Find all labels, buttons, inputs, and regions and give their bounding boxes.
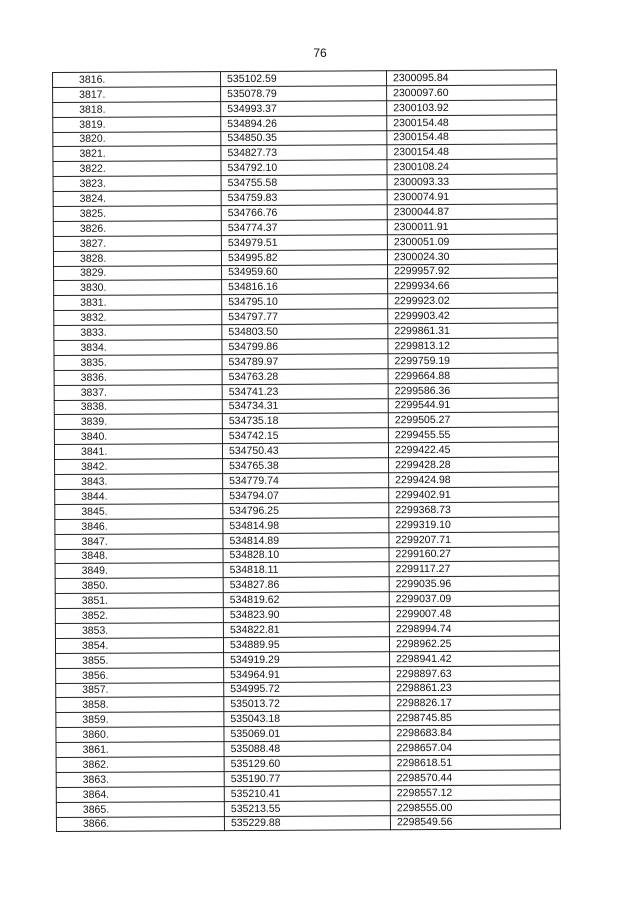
point-number-cell: 3823. <box>53 176 221 192</box>
point-number-cell: 3831. <box>54 295 222 311</box>
x-coordinate-cell: 534755.58 <box>221 175 387 191</box>
point-number-cell: 3852. <box>55 608 223 624</box>
x-coordinate-cell: 534794.07 <box>223 488 389 504</box>
y-coordinate-cell: 2299207.71 <box>389 531 559 547</box>
y-coordinate-cell: 2299934.66 <box>388 278 558 294</box>
y-coordinate-cell: 2298683.84 <box>390 725 560 741</box>
point-number-cell: 3837. <box>54 384 222 400</box>
point-number-cell: 3816. <box>53 72 221 88</box>
point-number-cell: 3849. <box>55 563 223 579</box>
x-coordinate-cell: 534741.23 <box>222 383 388 399</box>
y-coordinate-cell: 2299368.73 <box>389 502 559 518</box>
x-coordinate-cell: 535190.77 <box>224 771 390 787</box>
y-coordinate-cell: 2299035.96 <box>389 576 559 592</box>
x-coordinate-cell: 534814.98 <box>223 517 389 533</box>
page-number: 76 <box>313 46 327 60</box>
x-coordinate-cell: 534792.10 <box>221 160 387 176</box>
x-coordinate-cell: 534814.89 <box>223 532 389 548</box>
y-coordinate-cell: 2299422.45 <box>388 442 558 458</box>
x-coordinate-cell: 534894.26 <box>221 115 387 131</box>
x-coordinate-cell: 534803.50 <box>222 324 388 340</box>
x-coordinate-cell: 534774.37 <box>221 220 387 236</box>
point-number-cell: 3832. <box>54 310 222 326</box>
x-coordinate-cell: 534789.97 <box>222 354 388 370</box>
point-number-cell: 3835. <box>54 355 222 371</box>
x-coordinate-cell: 534959.60 <box>222 264 388 280</box>
x-coordinate-cell: 535043.18 <box>224 711 390 727</box>
point-number-cell: 3834. <box>54 340 222 356</box>
point-number-cell: 3864. <box>56 786 224 802</box>
point-number-cell: 3845. <box>55 503 223 519</box>
x-coordinate-cell: 534889.95 <box>223 637 389 653</box>
x-coordinate-cell: 534828.10 <box>223 547 389 563</box>
x-coordinate-cell: 534750.43 <box>222 443 388 459</box>
point-number-cell: 3846. <box>55 518 223 534</box>
x-coordinate-cell: 535088.48 <box>224 741 390 757</box>
x-coordinate-cell: 535129.60 <box>224 756 390 772</box>
x-coordinate-cell: 534919.29 <box>224 651 390 667</box>
y-coordinate-cell: 2299664.88 <box>388 368 558 384</box>
y-coordinate-cell: 2300154.48 <box>387 144 557 160</box>
x-coordinate-cell: 534995.72 <box>224 681 390 697</box>
point-number-cell: 3844. <box>55 489 223 505</box>
y-coordinate-cell: 2299505.27 <box>388 412 558 428</box>
y-coordinate-cell: 2298745.85 <box>390 710 560 726</box>
x-coordinate-cell: 534766.76 <box>221 205 387 221</box>
point-number-cell: 3821. <box>53 146 221 162</box>
x-coordinate-cell: 534850.35 <box>221 130 387 146</box>
point-number-cell: 3854. <box>55 637 223 653</box>
y-coordinate-cell: 2300044.87 <box>387 204 557 220</box>
y-coordinate-cell: 2299319.10 <box>389 517 559 533</box>
y-coordinate-cell: 2299455.55 <box>388 427 558 443</box>
point-number-cell: 3853. <box>55 623 223 639</box>
x-coordinate-cell: 534823.90 <box>223 607 389 623</box>
x-coordinate-cell: 534795.10 <box>222 294 388 310</box>
y-coordinate-cell: 2299160.27 <box>389 546 559 562</box>
point-number-cell: 3865. <box>56 801 224 817</box>
point-number-cell: 3829. <box>54 265 222 281</box>
y-coordinate-cell: 2299424.98 <box>389 472 559 488</box>
point-number-cell: 3859. <box>56 712 224 728</box>
coordinates-table-body <box>53 70 561 832</box>
x-coordinate-cell: 534819.62 <box>223 592 389 608</box>
x-coordinate-cell: 534964.91 <box>224 666 390 682</box>
x-coordinate-cell: 534818.11 <box>223 562 389 578</box>
point-number-cell: 3833. <box>54 325 222 341</box>
y-coordinate-cell: 2300011.91 <box>387 219 557 235</box>
point-number-cell: 3818. <box>53 101 221 117</box>
y-coordinate-cell: 2300093.33 <box>387 174 557 190</box>
point-number-cell: 3825. <box>53 206 221 222</box>
point-number-cell: 3824. <box>53 191 221 207</box>
y-coordinate-cell: 2300154.48 <box>387 115 557 131</box>
y-coordinate-cell: 2298941.42 <box>390 651 560 667</box>
x-coordinate-cell: 534822.81 <box>223 622 389 638</box>
x-coordinate-cell: 535102.59 <box>221 71 387 87</box>
x-coordinate-cell: 534735.18 <box>222 413 388 429</box>
x-coordinate-cell: 534779.74 <box>223 473 389 489</box>
x-coordinate-cell: 534995.82 <box>221 249 387 265</box>
y-coordinate-cell: 2299428.28 <box>389 457 559 473</box>
point-number-cell: 3850. <box>55 578 223 594</box>
y-coordinate-cell: 2298994.74 <box>389 621 559 637</box>
x-coordinate-cell: 534816.16 <box>222 279 388 295</box>
y-coordinate-cell: 2299759.19 <box>388 353 558 369</box>
y-coordinate-cell: 2299007.48 <box>389 606 559 622</box>
x-coordinate-cell: 534763.28 <box>222 369 388 385</box>
y-coordinate-cell: 2299586.36 <box>388 383 558 399</box>
y-coordinate-cell: 2299544.91 <box>388 397 558 413</box>
y-coordinate-cell: 2300095.84 <box>386 70 556 86</box>
point-number-cell: 3861. <box>56 742 224 758</box>
x-coordinate-cell: 534827.73 <box>221 145 387 161</box>
point-number-cell: 3827. <box>53 235 221 251</box>
point-number-cell: 3860. <box>56 727 224 743</box>
point-number-cell: 3819. <box>53 116 221 132</box>
x-coordinate-cell: 535229.88 <box>224 815 390 831</box>
x-coordinate-cell: 535078.79 <box>221 86 387 102</box>
y-coordinate-cell: 2300108.24 <box>387 159 557 175</box>
x-coordinate-cell: 534799.86 <box>222 339 388 355</box>
y-coordinate-cell: 2299957.92 <box>388 263 558 279</box>
y-coordinate-cell: 2298557.12 <box>390 785 560 801</box>
y-coordinate-cell: 2298962.25 <box>389 636 559 652</box>
y-coordinate-cell: 2299813.12 <box>388 338 558 354</box>
y-coordinate-cell: 2299037.09 <box>389 591 559 607</box>
y-coordinate-cell: 2300074.91 <box>387 189 557 205</box>
y-coordinate-cell: 2300154.48 <box>387 129 557 145</box>
point-number-cell: 3828. <box>53 250 221 266</box>
x-coordinate-cell: 535013.72 <box>224 696 390 712</box>
point-number-cell: 3851. <box>55 593 223 609</box>
point-number-cell: 3839. <box>54 414 222 430</box>
x-coordinate-cell: 534759.83 <box>221 190 387 206</box>
x-coordinate-cell: 534993.37 <box>221 101 387 117</box>
x-coordinate-cell: 534734.31 <box>222 398 388 414</box>
point-number-cell: 3820. <box>53 131 221 147</box>
point-number-cell: 3840. <box>54 429 222 445</box>
y-coordinate-cell: 2298618.51 <box>390 755 560 771</box>
x-coordinate-cell: 534979.51 <box>221 235 387 251</box>
y-coordinate-cell: 2300051.09 <box>387 234 557 250</box>
y-coordinate-cell: 2299402.91 <box>389 487 559 503</box>
y-coordinate-cell: 2300097.60 <box>387 85 557 101</box>
point-number-cell: 3826. <box>53 221 221 237</box>
y-coordinate-cell: 2298570.44 <box>390 770 560 786</box>
y-coordinate-cell: 2299923.02 <box>388 293 558 309</box>
x-coordinate-cell: 534827.86 <box>223 577 389 593</box>
y-coordinate-cell: 2298657.04 <box>390 740 560 756</box>
point-number-cell: 3855. <box>56 652 224 668</box>
point-number-cell: 3841. <box>54 444 222 460</box>
x-coordinate-cell: 535210.41 <box>224 785 390 801</box>
table-row <box>56 814 560 832</box>
y-coordinate-cell: 2298549.56 <box>390 814 560 830</box>
point-number-cell: 3866. <box>56 816 224 832</box>
y-coordinate-cell: 2298826.17 <box>390 695 560 711</box>
point-number-cell: 3857. <box>56 682 224 698</box>
point-number-cell: 3843. <box>55 474 223 490</box>
point-number-cell: 3822. <box>53 161 221 177</box>
point-number-cell: 3862. <box>56 757 224 773</box>
y-coordinate-cell: 2300024.30 <box>387 249 557 265</box>
x-coordinate-cell: 534765.38 <box>223 458 389 474</box>
x-coordinate-cell: 534796.25 <box>223 503 389 519</box>
x-coordinate-cell: 535213.55 <box>224 800 390 816</box>
point-number-cell: 3842. <box>55 459 223 475</box>
x-coordinate-cell: 534742.15 <box>222 428 388 444</box>
y-coordinate-cell: 2298897.63 <box>390 665 560 681</box>
point-number-cell: 3838. <box>54 399 222 415</box>
coordinates-table <box>52 69 561 832</box>
y-coordinate-cell: 2300103.92 <box>387 100 557 116</box>
point-number-cell: 3856. <box>56 667 224 683</box>
point-number-cell: 3848. <box>55 548 223 564</box>
y-coordinate-cell: 2298861.23 <box>390 680 560 696</box>
y-coordinate-cell: 2298555.00 <box>390 799 560 815</box>
point-number-cell: 3830. <box>54 280 222 296</box>
point-number-cell: 3817. <box>53 87 221 103</box>
point-number-cell: 3847. <box>55 533 223 549</box>
point-number-cell: 3863. <box>56 771 224 787</box>
y-coordinate-cell: 2299861.31 <box>388 323 558 339</box>
point-number-cell: 3836. <box>54 369 222 385</box>
y-coordinate-cell: 2299117.27 <box>389 561 559 577</box>
point-number-cell: 3858. <box>56 697 224 713</box>
x-coordinate-cell: 534797.77 <box>222 309 388 325</box>
x-coordinate-cell: 535069.01 <box>224 726 390 742</box>
y-coordinate-cell: 2299903.42 <box>388 308 558 324</box>
